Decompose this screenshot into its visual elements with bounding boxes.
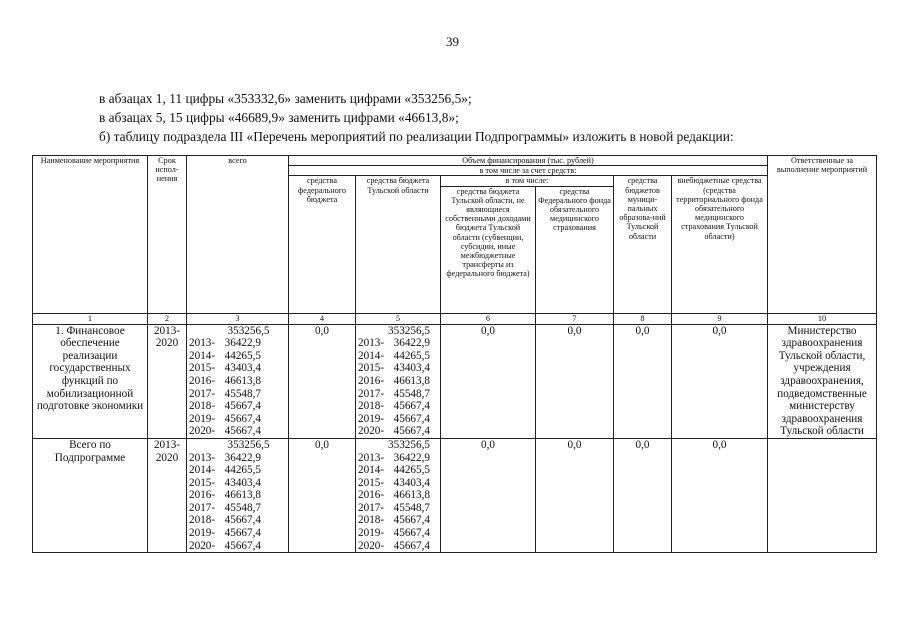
row-total-year-line	[189, 489, 286, 502]
row-regional-year-line	[358, 425, 438, 438]
row-total-year-line	[189, 527, 286, 540]
header-federal-fund: средства Федерального фонда обязательного медицинского страхования	[536, 186, 614, 313]
year-value: 36422,9	[224, 451, 261, 464]
row-regional-year-line	[358, 413, 438, 426]
year-label: 2014-	[358, 349, 385, 362]
year-value: 36422,9	[224, 337, 261, 350]
column-number-10: 10	[768, 313, 877, 324]
year-value: 43403,4	[224, 476, 261, 489]
row-regional-own: 0,0	[441, 438, 536, 552]
year-label: 2017-	[189, 501, 216, 514]
year-value: 46613,8	[224, 489, 261, 502]
row-total-year-line	[189, 425, 286, 438]
year-value: 44265,5	[224, 349, 261, 362]
year-value: 45667,4	[393, 425, 430, 438]
year-value: 45667,4	[393, 527, 430, 540]
paragraph-3: б) таблицу подраздела III «Перечень мероприятий по реализации Подпрограммы» изложить в новой редакции:	[99, 129, 734, 144]
year-label: 2016-	[358, 374, 385, 387]
column-number-4: 4	[289, 313, 356, 324]
column-number-1: 1	[33, 313, 148, 324]
row-name: 1. Финансовое обеспечение реализации государственных функций по мобилизационной подготовке экономики	[33, 324, 148, 438]
year-label: 2013-	[358, 451, 385, 464]
row-total-year-line	[189, 502, 286, 515]
column-number-2: 2	[148, 313, 187, 324]
year-value: 43403,4	[224, 362, 261, 375]
year-label: 2013-	[358, 337, 385, 350]
row-regional-year-line	[358, 527, 438, 540]
header-responsible: Ответственные за выполнение мероприятий	[768, 156, 877, 314]
year-value: 46613,8	[393, 374, 430, 387]
row-regional-year-line	[358, 337, 438, 350]
row-total	[187, 438, 289, 552]
row-regional-year-line	[358, 375, 438, 388]
year-value: 43403,4	[393, 362, 430, 375]
paragraph-1: в абзацах 1, 11 цифры «353332,6» заменить цифрами «353256,5»;	[99, 91, 472, 106]
row-extrabudget: 0,0	[672, 324, 768, 438]
year-value: 45667,4	[224, 400, 261, 413]
year-value: 45667,4	[393, 400, 430, 413]
row-total-year-line	[189, 337, 286, 350]
column-number-8: 8	[614, 313, 672, 324]
row-federal: 0,0	[289, 324, 356, 438]
column-number-5: 5	[356, 313, 441, 324]
row-total-year-line	[189, 477, 286, 490]
year-label: 2013-	[189, 451, 216, 464]
header-regional-own: средства бюджета Тульской области, не являющиеся собственными доходами бюджета Тульской области (субвенции, субсидии, иные межбюджетные трансферты из федерального бюджета)	[441, 186, 536, 313]
row-regional-year-line	[358, 350, 438, 363]
year-value: 36422,9	[393, 337, 430, 350]
column-numbers-row	[33, 313, 877, 324]
year-value: 45667,4	[224, 539, 261, 552]
header-municipal: средства бюджетов муници-пальных образова-ний Тульской области	[614, 176, 672, 313]
year-label: 2017-	[358, 501, 385, 514]
activities-table	[32, 155, 877, 553]
year-label: 2015-	[358, 476, 385, 489]
table-row	[33, 324, 877, 438]
header-term: Срок испол-нения	[148, 156, 187, 314]
paragraph-2: в абзацах 5, 15 цифры «46689,9» заменить цифрами «46613,8»;	[99, 110, 459, 125]
page-number: 39	[446, 34, 459, 49]
year-label: 2014-	[189, 464, 216, 477]
header-regional: средства бюджета Тульской области	[356, 176, 441, 313]
row-total-year-line	[189, 514, 286, 527]
header-name: Наименование мероприятия	[33, 156, 148, 314]
year-label: 2017-	[358, 387, 385, 400]
column-number-3: 3	[187, 313, 289, 324]
row-regional	[356, 324, 441, 438]
row-total-year-line	[189, 413, 286, 426]
table-row	[33, 438, 877, 552]
row-regional-total: 353256,5	[388, 438, 430, 451]
row-regional-year-line	[358, 362, 438, 375]
year-value: 45667,4	[224, 425, 261, 438]
row-federal: 0,0	[289, 438, 356, 552]
row-total-year-line	[189, 375, 286, 388]
year-label: 2020-	[189, 425, 216, 438]
row-total-year-line	[189, 540, 286, 553]
year-value: 45548,7	[393, 501, 430, 514]
year-label: 2017-	[189, 387, 216, 400]
row-total-year-line	[189, 388, 286, 401]
year-value: 44265,5	[224, 464, 261, 477]
row-total-total: 353256,5	[227, 324, 270, 337]
row-total-year-line	[189, 362, 286, 375]
row-federal-fund: 0,0	[536, 324, 614, 438]
year-label: 2018-	[189, 400, 216, 413]
year-label: 2019-	[358, 412, 385, 425]
year-label: 2020-	[189, 539, 216, 552]
year-label: 2014-	[358, 464, 385, 477]
header-extrabudget: внебюджетные средства (средства территориального фонда обязательного медицинского страхования Тульской области)	[672, 176, 768, 313]
row-regional-year-line	[358, 477, 438, 490]
year-value: 45548,7	[224, 501, 261, 514]
year-label: 2016-	[189, 489, 216, 502]
year-value: 45667,4	[224, 514, 261, 527]
row-total-year-line	[189, 400, 286, 413]
year-label: 2016-	[358, 489, 385, 502]
column-number-9: 9	[672, 313, 768, 324]
year-value: 45667,4	[393, 539, 430, 552]
year-label: 2015-	[189, 362, 216, 375]
row-responsible	[768, 438, 877, 552]
row-regional-total: 353256,5	[388, 324, 430, 337]
year-value: 45667,4	[224, 527, 261, 540]
year-value: 45667,4	[224, 412, 261, 425]
row-regional-year-line	[358, 502, 438, 515]
row-regional-year-line	[358, 514, 438, 527]
year-label: 2018-	[189, 514, 216, 527]
header-including-sources: в том числе за счет средств:	[289, 166, 768, 176]
year-label: 2018-	[358, 400, 385, 413]
row-federal-fund: 0,0	[536, 438, 614, 552]
row-regional-year-line	[358, 540, 438, 553]
row-regional-year-line	[358, 400, 438, 413]
header-total: всего	[187, 156, 289, 314]
year-value: 45667,4	[393, 412, 430, 425]
row-total-year-line	[189, 464, 286, 477]
row-regional	[356, 438, 441, 552]
row-municipal: 0,0	[614, 438, 672, 552]
year-label: 2018-	[358, 514, 385, 527]
year-label: 2014-	[189, 349, 216, 362]
year-value: 44265,5	[393, 464, 430, 477]
year-value: 45548,7	[393, 387, 430, 400]
row-municipal: 0,0	[614, 324, 672, 438]
year-label: 2015-	[358, 362, 385, 375]
year-label: 2019-	[189, 527, 216, 540]
row-total-year-line	[189, 350, 286, 363]
year-value: 46613,8	[224, 374, 261, 387]
year-value: 44265,5	[393, 349, 430, 362]
row-term: 2013-2020	[148, 438, 187, 552]
row-total-year-line	[189, 452, 286, 465]
header-financing: Объем финансирования (тыс. рублей)	[289, 156, 768, 166]
row-responsible: Министерство здравоохранения Тульской области, учреждения здравоохранения, подведомственные министерству здравоохранения Тульской области	[768, 324, 877, 438]
row-regional-own: 0,0	[441, 324, 536, 438]
row-total-total: 353256,5	[227, 438, 270, 451]
year-label: 2020-	[358, 425, 385, 438]
year-label: 2020-	[358, 539, 385, 552]
year-value: 45667,4	[393, 514, 430, 527]
year-label: 2019-	[358, 527, 385, 540]
header-including: в том числе:	[441, 176, 614, 186]
row-term: 2013-2020	[148, 324, 187, 438]
row-total	[187, 324, 289, 438]
header-federal: средства федерального бюджета	[289, 176, 356, 313]
row-regional-year-line	[358, 388, 438, 401]
year-label: 2019-	[189, 412, 216, 425]
year-label: 2013-	[189, 337, 216, 350]
year-label: 2016-	[189, 374, 216, 387]
year-label: 2015-	[189, 476, 216, 489]
year-value: 45548,7	[224, 387, 261, 400]
year-value: 46613,8	[393, 489, 430, 502]
year-value: 43403,4	[393, 476, 430, 489]
column-number-6: 6	[441, 313, 536, 324]
column-number-7: 7	[536, 313, 614, 324]
row-regional-year-line	[358, 489, 438, 502]
row-extrabudget: 0,0	[672, 438, 768, 552]
row-regional-year-line	[358, 452, 438, 465]
row-name: Всего по Подпрограмме	[33, 438, 148, 552]
row-regional-year-line	[358, 464, 438, 477]
year-value: 36422,9	[393, 451, 430, 464]
